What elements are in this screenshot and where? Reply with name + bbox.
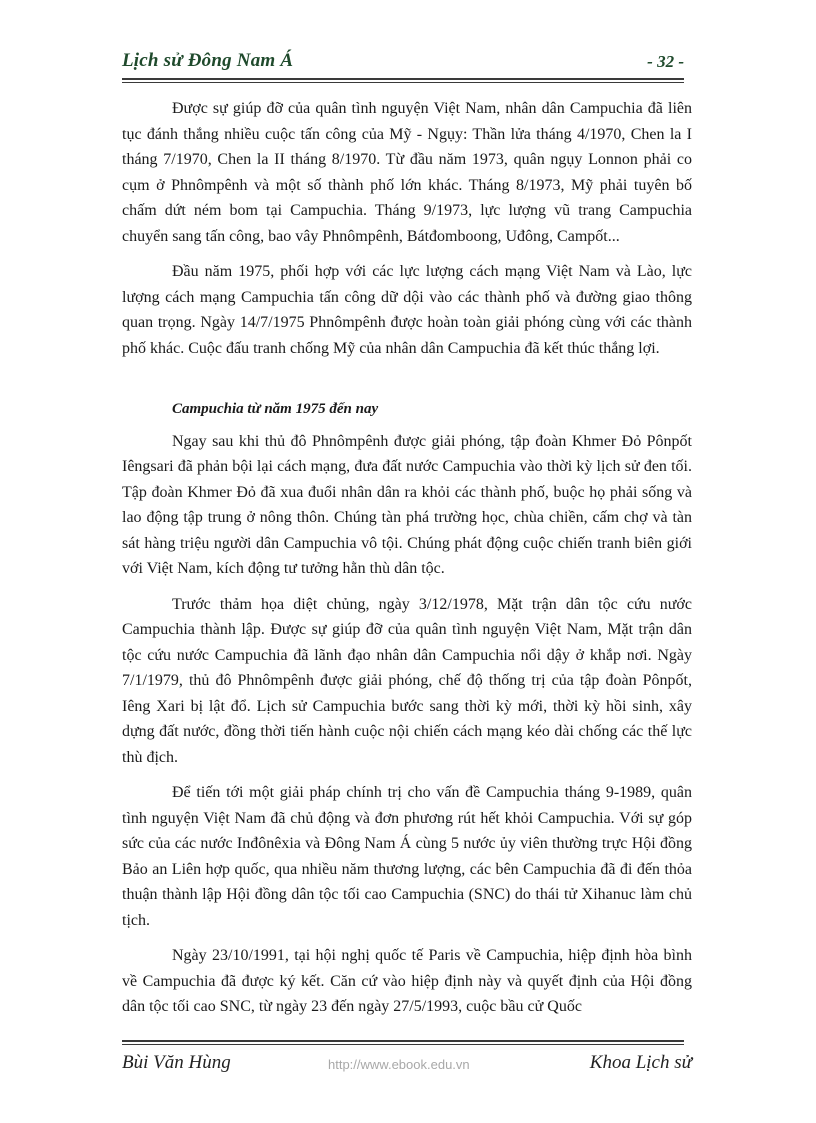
- footer-department: Khoa Lịch sử: [589, 1052, 692, 1073]
- page-number: - 32 -: [647, 52, 684, 71]
- paragraph: Ngày 23/10/1991, tại hội nghị quốc tế Paris về Campuchia, hiệp định hòa bình về Campuchia đã được ký kết. Căn cứ vào hiệp định này và quyết định của Hội đồng dân tộc tối cao SNC, từ ngày 23 đến ngày 27/5/1993, cuộc bầu cử Quốc: [122, 947, 692, 1015]
- footer-divider: [122, 1040, 684, 1042]
- footer-url-link[interactable]: http://www.ebook.edu.vn: [328, 1057, 470, 1072]
- paragraph: Trước thảm họa diệt chủng, ngày 3/12/1978, Mặt trận dân tộc cứu nước Campuchia thành lập. Được sự giúp đỡ của quân tình nguyện Việt Nam, Mặt trận dân tộc cứu nước Campuchia đã lãnh đạo nhân dân Campuchia nổi dậy ở khắp nơi. Ngày 7/1/1979, thủ đô Phnômpênh được giải phóng, chế độ thống trị của tập đoàn Pônpốt, Iêng Xari bị lật đổ. Lịch sử Campuchia bước sang thời kỳ mới, thời kỳ hồi sinh, xây dựng đất nước, đồng thời tiến hành cuộc nội chiến cách mạng kéo dài chống các thế lực thù địch.: [122, 595, 692, 766]
- footer-divider-thin: [122, 1044, 684, 1045]
- paragraph: Đầu năm 1975, phối hợp với các lực lượng cách mạng Việt Nam và Lào, lực lượng cách mạng Campuchia tấn công dữ dội vào các thành phố và đường giao thông quan trọng. Ngày 14/7/1975 Phnômpênh được hoàn toàn giải phóng cùng với các thành phố khác. Cuộc đấu tranh chống Mỹ của nhân dân Campuchia đã kết thúc thắng lợi.: [122, 263, 692, 357]
- paragraph: Để tiến tới một giải pháp chính trị cho vấn đề Campuchia tháng 9-1989, quân tình nguyện Việt Nam đã chủ động và đơn phương rút hết khỏi Campuchia. Với sự góp sức của các nước Inđônêxia và Đông Nam Á cùng 5 nước ủy viên thường trực Hội đồng Bảo an Liên hợp quốc, qua nhiều năm thương lượng, các bên Campuchia đã đi đến thỏa thuận thành lập Hội đồng dân tộc tối cao Campuchia (SNC) do thái tử Xihanuc làm chủ tịch.: [122, 784, 692, 929]
- header-divider: [122, 78, 684, 80]
- section-heading: Campuchia từ năm 1975 đến nay: [172, 401, 379, 417]
- page-header: [122, 50, 684, 78]
- page-body: [122, 96, 692, 1030]
- page-footer: [122, 1052, 692, 1078]
- header-divider-thin: [122, 82, 684, 83]
- header-title: Lịch sử Đông Nam Á: [122, 50, 294, 71]
- paragraph: Được sự giúp đỡ của quân tình nguyện Việt Nam, nhân dân Campuchia đã liên tục đánh thắng nhiều cuộc tấn công của Mỹ - Ngụy: Thần lửa tháng 4/1970, Chen la I tháng 7/1970, Chen la II tháng 8/1970. Từ đầu năm 1973, quân ngụy Lonnon phải co cụm ở Phnômpênh và một số thành phố lớn khác. Tháng 8/1973, Mỹ phải tuyên bố chấm dứt ném bom tại Campuchia. Tháng 9/1973, lực lượng vũ trang Campuchia chuyển sang tấn công, bao vây Phnômpênh, Bátđomboong, Uđông, Campốt...: [122, 100, 692, 245]
- footer-author: Bùi Văn Hùng: [122, 1052, 231, 1073]
- paragraph: Ngay sau khi thủ đô Phnômpênh được giải phóng, tập đoàn Khmer Đỏ Pônpốt Iêngsari đã phản bội lại cách mạng, đưa đất nước Campuchia vào thời kỳ lịch sử đen tối. Tập đoàn Khmer Đỏ đã xua đuổi nhân dân ra khỏi các thành phố, buộc họ phải sống và lao động tập trung ở nông thôn. Chúng tàn phá trường học, chùa chiền, cấm chợ và tàn sát hàng triệu người dân Campuchia vô tội. Chúng phát động cuộc chiến tranh biên giới với Việt Nam, kích động tư tưởng hằn thù dân tộc.: [122, 432, 692, 577]
